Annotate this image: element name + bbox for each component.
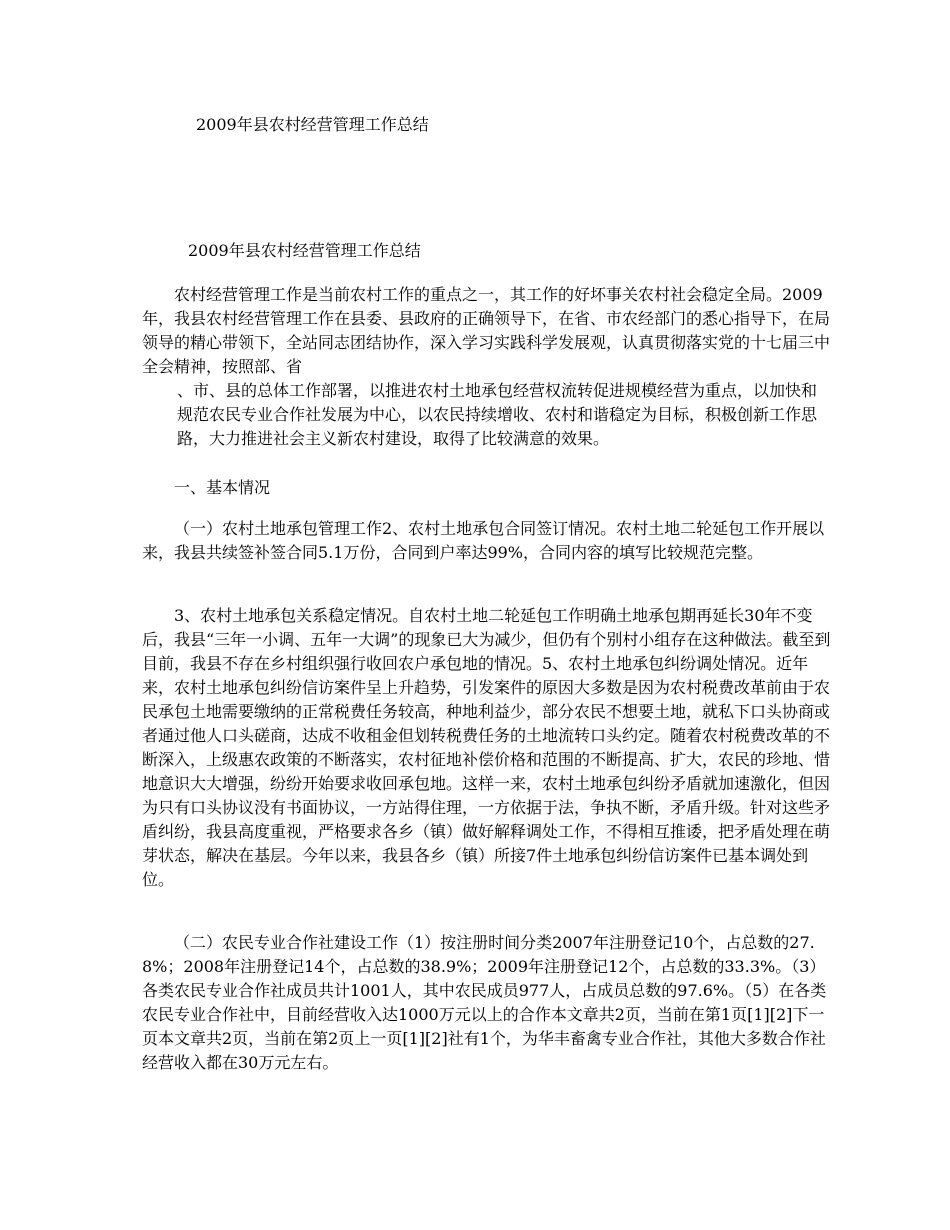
paragraph-land-relations: 3、农村土地承包关系稳定情况。自农村土地二轮延包工作明确土地承包期再延长30年不变后，我县“三年一小调、五年一大调”的现象已大为减少，但仍有个别村小组存在这种做法。截至到目前，我县不存在乡村组织强行收回农户承包地的情况。5、农村土地承包纠纷调处情况。近年来，农村土地承包纠纷信访案件呈上升趋势，引发案件的原因大多数是因为农村税费改革前由于农民承包土地需要缴纳的正常税费任务较高，种地利益少，部分农民不想要土地，就私下口头协商或者通过他人口头磋商，达成不收租金但划转税费任务的土地流转口头约定。随着农村税费改革的不断深入，上级惠农政策的不断落实，农村征地补偿价格和范围的不断提高、扩大，农民的珍地、惜地意识大大增强，纷纷开始要求收回承包地。这样一来，农村土地承包纠纷矛盾就加速激化，但因为只有口头协议没有书面协议，一方站得住理，一方依据于法，争执不断，矛盾升级。针对这些矛盾纠纷，我县高度重视，严格要求各乡（镇）做好解释调处工作，不得相互推诿，把矛盾处理在萌芽状态，解决在基层。今年以来，我县各乡（镇）所接7件土地承包纠纷信访案件已基本调处到位。 bbox=[142, 606, 831, 889]
paragraph-land-contract: （一）农村土地承包管理工作2、农村土地承包合同签订情况。农村土地二轮延包工作开展以来，我县共续签补签合同5.1万份，合同到户率达99%，合同内容的填写比较规范完整。 bbox=[142, 519, 825, 562]
paragraph-intro: 农村经营管理工作是当前农村工作的重点之一，其工作的好坏事关农村社会稳定全局。2009年，我县农村经营管理工作在县委、县政府的正确领导下，在省、市农经部门的悉心指导下，在局领导的精心带领下，全站同志团结协作，深入学习实践科学发展观，认真贯彻落实党的十七届三中全会精神，按照部、省 bbox=[142, 285, 831, 376]
document-title: 2009年县农村经营管理工作总结 bbox=[188, 241, 421, 260]
section-heading-basic-situation: 一、基本情况 bbox=[174, 478, 271, 497]
paragraph-cooperatives: （二）农民专业合作社建设工作（1）按注册时间分类2007年注册登记10个，占总数的27.8%；2008年注册登记14个，占总数的38.9%；2009年注册登记12个，占总数的33.3%。（3）各类农民专业合作社成员共计1001人，其中农民成员977人，占成员总数的97.6%。（5）在各类农民专业合作社中，目前经营收入达1000万元以上的合作本文章共2页，当前在第1页[1][2]下一页本文章共2页，当前在第2页上一页[1][2]社有1个，为华丰畜禽专业合作社，其他大多数合作社经营收入都在30万元左右。 bbox=[142, 933, 827, 1072]
paragraph-intro-continued: 、市、县的总体工作部署，以推进农村土地承包经营权流转促进规模经营为重点，以加快和规范农民专业合作社发展为中心，以农民持续增收、农村和谐稳定为目标，积极创新工作思路，大力推进社会主义新农村建设，取得了比较满意的效果。 bbox=[177, 381, 818, 448]
header-title: 2009年县农村经营管理工作总结 bbox=[196, 115, 429, 134]
